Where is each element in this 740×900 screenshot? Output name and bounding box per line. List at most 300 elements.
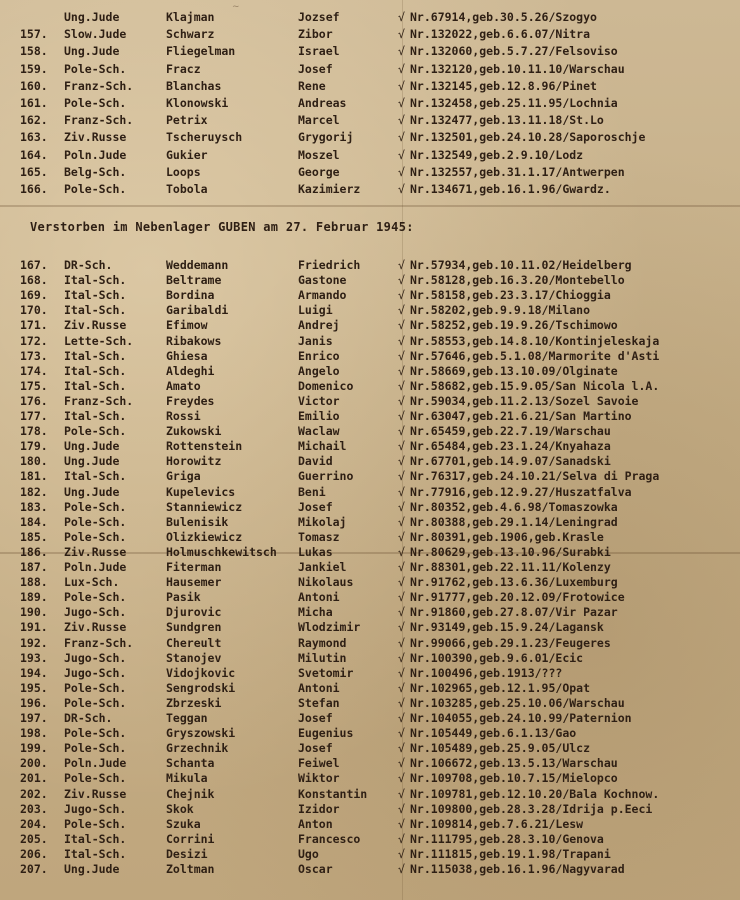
given-name: Ugo	[298, 846, 319, 861]
prisoner-category: Jugo-Sch.	[64, 801, 127, 816]
check-mark-icon: √	[398, 130, 405, 145]
prisoner-category: Ziv.Russe	[64, 318, 127, 333]
prisoner-record: Nr.65459,geb.22.7.19/Warschau	[410, 424, 611, 439]
given-name: Friedrich	[298, 258, 361, 272]
check-mark-icon: √	[398, 605, 405, 620]
check-mark-icon: √	[398, 10, 405, 24]
prisoner-category: Ziv.Russe	[64, 130, 127, 145]
prisoner-category: Ziv.Russe	[64, 786, 127, 801]
check-mark-icon: √	[398, 726, 405, 741]
surname: Blanchas	[166, 78, 222, 93]
check-mark-icon: √	[398, 454, 405, 469]
given-name: Lukas	[298, 544, 333, 559]
prisoner-category: Pole-Sch.	[64, 61, 127, 76]
prisoner-category: Pole-Sch.	[64, 96, 127, 110]
given-name: Francesco	[298, 831, 361, 846]
check-mark-icon: √	[398, 182, 405, 196]
check-mark-icon: √	[398, 318, 405, 333]
surname: Desizi	[166, 846, 208, 861]
surname: Gryszowski	[166, 726, 236, 741]
check-mark-icon: √	[398, 348, 405, 363]
prisoner-category: Ung.Jude	[64, 439, 120, 454]
record-row	[0, 128, 740, 146]
record-number: 165.	[20, 164, 48, 179]
given-name: Jozsef	[298, 10, 340, 24]
surname: Kupelevics	[166, 484, 236, 499]
prisoner-category: Pole-Sch.	[64, 529, 127, 544]
surname: Tscheruysch	[166, 130, 243, 145]
check-mark-icon: √	[398, 393, 405, 408]
surname: Hausemer	[166, 575, 222, 590]
surname: Griga	[166, 469, 201, 484]
record-number: 161.	[20, 96, 48, 110]
check-mark-icon: √	[398, 303, 405, 318]
record-number: 204.	[20, 816, 48, 831]
record-number: 196.	[20, 695, 48, 710]
given-name: Antoni	[298, 680, 340, 695]
given-name: Svetomir	[298, 665, 354, 680]
given-name: Beni	[298, 484, 326, 499]
prisoner-record: Nr.102965,geb.12.1.95/Opat	[410, 680, 591, 695]
prisoner-record: Nr.80388,geb.29.1.14/Leningrad	[410, 514, 618, 529]
prisoner-category: Ital-Sch.	[64, 378, 127, 393]
check-mark-icon: √	[398, 469, 405, 484]
prisoner-category: Belg-Sch.	[64, 164, 127, 179]
check-mark-icon: √	[398, 273, 405, 288]
given-name: Izidor	[298, 801, 340, 816]
prisoner-record: Nr.115038,geb.16.1.96/Nagyvarad	[410, 862, 625, 876]
prisoner-category: Franz-Sch.	[64, 113, 134, 128]
prisoner-category: Pole-Sch.	[64, 514, 127, 529]
surname: Vidojkovic	[166, 665, 236, 680]
prisoner-record: Nr.109814,geb.7.6.21/Lesw	[410, 816, 584, 831]
record-number: 184.	[20, 514, 48, 529]
surname: Zukowski	[166, 424, 222, 439]
surname: Fracz	[166, 61, 201, 76]
prisoner-category: Lux-Sch.	[64, 575, 120, 590]
check-mark-icon: √	[398, 439, 405, 454]
surname: Stanojev	[166, 650, 222, 665]
surname: Bulenisik	[166, 514, 229, 529]
surname: Djurovic	[166, 605, 222, 620]
given-name: Konstantin	[298, 786, 368, 801]
check-mark-icon: √	[398, 378, 405, 393]
given-name: Josef	[298, 741, 333, 756]
check-mark-icon: √	[398, 27, 405, 42]
given-name: Anton	[298, 816, 333, 831]
record-row	[0, 180, 740, 198]
record-row	[0, 42, 740, 60]
check-mark-icon: √	[398, 665, 405, 680]
prisoner-record: Nr.58128,geb.16.3.20/Montebello	[410, 273, 625, 288]
prisoner-category: Ital-Sch.	[64, 409, 127, 423]
prisoner-record: Nr.59034,geb.11.2.13/Sozel Savoie	[410, 393, 639, 408]
given-name: Marcel	[298, 113, 340, 128]
prisoner-category: Slow.Jude	[64, 27, 127, 42]
check-mark-icon: √	[398, 756, 405, 771]
record-number: 205.	[20, 831, 48, 846]
surname: Schanta	[166, 756, 215, 771]
prisoner-record: Nr.76317,geb.24.10.21/Selva di Praga	[410, 469, 660, 484]
prisoner-record: Nr.109708,geb.10.7.15/Mielopco	[410, 771, 618, 786]
record-row	[0, 94, 740, 112]
record-number: 170.	[20, 303, 48, 318]
given-name: Eugenius	[298, 726, 354, 741]
record-row	[0, 77, 740, 95]
given-name: Enrico	[298, 348, 340, 363]
check-mark-icon: √	[398, 801, 405, 816]
record-number: 158.	[20, 44, 48, 59]
prisoner-category: Pole-Sch.	[64, 182, 127, 196]
surname: Tobola	[166, 182, 208, 196]
surname: Ghiesa	[166, 348, 208, 363]
surname: Stanniewicz	[166, 499, 243, 514]
prisoner-record: Nr.100390,geb.9.6.01/Ecic	[410, 650, 584, 665]
prisoner-category: Jugo-Sch.	[64, 605, 127, 620]
check-mark-icon: √	[398, 424, 405, 439]
given-name: Jankiel	[298, 560, 347, 574]
record-number: 178.	[20, 424, 48, 439]
surname: Klajman	[166, 10, 215, 24]
prisoner-record: Nr.91762,geb.13.6.36/Luxemburg	[410, 575, 618, 590]
given-name: Victor	[298, 393, 340, 408]
prisoner-category: Pole-Sch.	[64, 680, 127, 695]
prisoner-record: Nr.134671,geb.16.1.96/Gwardz.	[410, 182, 611, 196]
prisoner-category: Jugo-Sch.	[64, 650, 127, 665]
prisoner-category: Franz-Sch.	[64, 635, 134, 650]
surname: Corrini	[166, 831, 215, 846]
record-number: 180.	[20, 454, 48, 469]
record-number: 177.	[20, 409, 48, 423]
prisoner-category: Ital-Sch.	[64, 273, 127, 288]
prisoner-record: Nr.132145,geb.12.8.96/Pinet	[410, 78, 597, 93]
given-name: Janis	[298, 333, 333, 348]
record-number: 157.	[20, 27, 48, 42]
given-name: George	[298, 164, 340, 179]
record-number: 200.	[20, 756, 48, 771]
prisoner-category: Pole-Sch.	[64, 741, 127, 756]
record-number: 207.	[20, 862, 48, 876]
prisoner-record: Nr.88301,geb.22.11.11/Kolenzy	[410, 560, 611, 574]
record-number: 186.	[20, 544, 48, 559]
given-name: Armando	[298, 288, 347, 303]
record-row	[0, 146, 740, 164]
check-mark-icon: √	[398, 164, 405, 179]
given-name: Josef	[298, 61, 333, 76]
record-number: 168.	[20, 273, 48, 288]
surname: Efimow	[166, 318, 208, 333]
check-mark-icon: √	[398, 288, 405, 303]
prisoner-record: Nr.132501,geb.24.10.28/Saporoschje	[410, 130, 646, 145]
prisoner-category: Ung.Jude	[64, 44, 120, 59]
surname: Fiterman	[166, 560, 222, 574]
record-number: 163.	[20, 130, 48, 145]
given-name: Nikolaus	[298, 575, 354, 590]
prisoner-category: Ital-Sch.	[64, 831, 127, 846]
check-mark-icon: √	[398, 816, 405, 831]
record-number: 182.	[20, 484, 48, 499]
surname: Petrix	[166, 113, 208, 128]
prisoner-record: Nr.93149,geb.15.9.24/Lagansk	[410, 620, 604, 635]
check-mark-icon: √	[398, 258, 405, 272]
surname: Garibaldi	[166, 303, 229, 318]
check-mark-icon: √	[398, 650, 405, 665]
record-row	[0, 60, 740, 78]
given-name: Wlodzimir	[298, 620, 361, 635]
given-name: Rene	[298, 78, 326, 93]
surname: Horowitz	[166, 454, 222, 469]
prisoner-record: Nr.58669,geb.13.10.09/Olginate	[410, 363, 618, 378]
surname: Mikula	[166, 771, 208, 786]
given-name: David	[298, 454, 333, 469]
surname: Fliegelman	[166, 44, 236, 59]
prisoner-record: Nr.58202,geb.9.9.18/Milano	[410, 303, 591, 318]
surname: Gukier	[166, 147, 208, 162]
record-number: 187.	[20, 560, 48, 574]
check-mark-icon: √	[398, 529, 405, 544]
prisoner-record: Nr.67914,geb.30.5.26/Szogyo	[410, 10, 597, 24]
prisoner-category: Ital-Sch.	[64, 303, 127, 318]
record-number: 183.	[20, 499, 48, 514]
surname: Loops	[166, 164, 201, 179]
given-name: Zibor	[298, 27, 333, 42]
check-mark-icon: √	[398, 409, 405, 423]
surname: Beltrame	[166, 273, 222, 288]
surname: Sundgren	[166, 620, 222, 635]
record-row	[0, 111, 740, 129]
record-row	[0, 8, 740, 26]
record-number: 201.	[20, 771, 48, 786]
given-name: Waclaw	[298, 424, 340, 439]
record-number: 179.	[20, 439, 48, 454]
prisoner-record: Nr.111815,geb.19.1.98/Trapani	[410, 846, 611, 861]
prisoner-record: Nr.80391,geb.1906,geb.Krasle	[410, 529, 604, 544]
record-number: 162.	[20, 113, 48, 128]
given-name: Raymond	[298, 635, 347, 650]
prisoner-category: Pole-Sch.	[64, 726, 127, 741]
record-number: 203.	[20, 801, 48, 816]
prisoner-record: Nr.105489,geb.25.9.05/Ulcz	[410, 741, 591, 756]
surname: Zoltman	[166, 862, 215, 876]
given-name: Grygorij	[298, 130, 354, 145]
prisoner-record: Nr.99066,geb.29.1.23/Feugeres	[410, 635, 611, 650]
surname: Pasik	[166, 590, 201, 605]
given-name: Oscar	[298, 862, 333, 876]
prisoner-record: Nr.65484,geb.23.1.24/Knyahaza	[410, 439, 611, 454]
section-heading: Verstorben im Nebenlager GUBEN am 27. Februar 1945:	[30, 220, 414, 234]
check-mark-icon: √	[398, 78, 405, 93]
prisoner-record: Nr.106672,geb.13.5.13/Warschau	[410, 756, 618, 771]
check-mark-icon: √	[398, 695, 405, 710]
record-number: 190.	[20, 605, 48, 620]
surname: Holmuschkewitsch	[166, 544, 277, 559]
prisoner-category: Pole-Sch.	[64, 695, 127, 710]
record-number: 185.	[20, 529, 48, 544]
record-number: 199.	[20, 741, 48, 756]
prisoner-category: Franz-Sch.	[64, 78, 134, 93]
check-mark-icon: √	[398, 831, 405, 846]
surname: Teggan	[166, 711, 208, 725]
record-number: 191.	[20, 620, 48, 635]
given-name: Moszel	[298, 147, 340, 162]
surname: Schwarz	[166, 27, 215, 42]
given-name: Domenico	[298, 378, 354, 393]
prisoner-category: Ital-Sch.	[64, 363, 127, 378]
prisoner-record: Nr.132557,geb.31.1.17/Antwerpen	[410, 164, 625, 179]
prisoner-record: Nr.132549,geb.2.9.10/Lodz	[410, 147, 584, 162]
record-number: 206.	[20, 846, 48, 861]
record-number: 172.	[20, 333, 48, 348]
given-name: Antoni	[298, 590, 340, 605]
given-name: Micha	[298, 605, 333, 620]
record-number: 188.	[20, 575, 48, 590]
check-mark-icon: √	[398, 846, 405, 861]
surname: Grzechnik	[166, 741, 229, 756]
prisoner-category: Ung.Jude	[64, 862, 120, 876]
prisoner-category: Poln.Jude	[64, 560, 127, 574]
surname: Szuka	[166, 816, 201, 831]
given-name: Andreas	[298, 96, 347, 110]
check-mark-icon: √	[398, 786, 405, 801]
surname: Ribakows	[166, 333, 222, 348]
check-mark-icon: √	[398, 333, 405, 348]
check-mark-icon: √	[398, 741, 405, 756]
surname: Rossi	[166, 409, 201, 423]
prisoner-record: Nr.132060,geb.5.7.27/Felsoviso	[410, 44, 618, 59]
prisoner-record: Nr.57934,geb.10.11.02/Heidelberg	[410, 258, 632, 272]
record-number: 171.	[20, 318, 48, 333]
prisoner-category: Pole-Sch.	[64, 590, 127, 605]
surname: Sengrodski	[166, 680, 236, 695]
check-mark-icon: √	[398, 635, 405, 650]
record-row	[0, 860, 740, 878]
surname: Chereult	[166, 635, 222, 650]
prisoner-record: Nr.77916,geb.12.9.27/Huszatfalva	[410, 484, 632, 499]
surname: Amato	[166, 378, 201, 393]
record-number: 198.	[20, 726, 48, 741]
surname: Chejnik	[166, 786, 215, 801]
prisoner-record: Nr.111795,geb.28.3.10/Genova	[410, 831, 604, 846]
prisoner-record: Nr.132458,geb.25.11.95/Lochnia	[410, 96, 618, 110]
check-mark-icon: √	[398, 113, 405, 128]
given-name: Luigi	[298, 303, 333, 318]
check-mark-icon: √	[398, 44, 405, 59]
prisoner-category: Ung.Jude	[64, 484, 120, 499]
surname: Freydes	[166, 393, 215, 408]
record-number: 193.	[20, 650, 48, 665]
prisoner-category: Pole-Sch.	[64, 816, 127, 831]
given-name: Feiwel	[298, 756, 340, 771]
given-name: Josef	[298, 711, 333, 725]
prisoner-record: Nr.103285,geb.25.10.06/Warschau	[410, 695, 625, 710]
check-mark-icon: √	[398, 363, 405, 378]
prisoner-category: Poln.Jude	[64, 756, 127, 771]
record-number: 189.	[20, 590, 48, 605]
prisoner-record: Nr.132022,geb.6.6.07/Nitra	[410, 27, 591, 42]
given-name: Guerrino	[298, 469, 354, 484]
check-mark-icon: √	[398, 862, 405, 876]
check-mark-icon: √	[398, 590, 405, 605]
prisoner-category: Pole-Sch.	[64, 424, 127, 439]
record-number: 173.	[20, 348, 48, 363]
prisoner-record: Nr.57646,geb.5.1.08/Marmorite d'Asti	[410, 348, 660, 363]
check-mark-icon: √	[398, 575, 405, 590]
prisoner-record: Nr.109800,geb.28.3.28/Idrija p.Eeci	[410, 801, 653, 816]
prisoner-category: Pole-Sch.	[64, 771, 127, 786]
prisoner-category: Ung.Jude	[64, 10, 120, 24]
prisoner-record: Nr.58252,geb.19.9.26/Tschimowo	[410, 318, 618, 333]
prisoner-record: Nr.132477,geb.13.11.18/St.Lo	[410, 113, 604, 128]
surname: Zbrzeski	[166, 695, 222, 710]
prisoner-record: Nr.63047,geb.21.6.21/San Martino	[410, 409, 632, 423]
record-number: 192.	[20, 635, 48, 650]
handwritten-mark: ~	[232, 2, 240, 12]
record-number: 169.	[20, 288, 48, 303]
check-mark-icon: √	[398, 499, 405, 514]
record-number: 175.	[20, 378, 48, 393]
surname: Rottenstein	[166, 439, 243, 454]
prisoner-record: Nr.80352,geb.4.6.98/Tomaszowka	[410, 499, 618, 514]
given-name: Angelo	[298, 363, 340, 378]
prisoner-record: Nr.80629,geb.13.10.96/Surabki	[410, 544, 611, 559]
prisoner-category: Ziv.Russe	[64, 620, 127, 635]
given-name: Wiktor	[298, 771, 340, 786]
prisoner-category: Jugo-Sch.	[64, 665, 127, 680]
given-name: Josef	[298, 499, 333, 514]
given-name: Emilio	[298, 409, 340, 423]
given-name: Stefan	[298, 695, 340, 710]
given-name: Milutin	[298, 650, 347, 665]
record-number: 160.	[20, 78, 48, 93]
check-mark-icon: √	[398, 771, 405, 786]
prisoner-category: Ziv.Russe	[64, 544, 127, 559]
paper-fold	[0, 205, 740, 207]
check-mark-icon: √	[398, 620, 405, 635]
prisoner-record: Nr.105449,geb.6.1.13/Gao	[410, 726, 577, 741]
given-name: Israel	[298, 44, 340, 59]
check-mark-icon: √	[398, 680, 405, 695]
prisoner-record: Nr.109781,geb.12.10.20/Bala Kochnow.	[410, 786, 660, 801]
prisoner-record: Nr.100496,geb.1913/???	[410, 665, 563, 680]
surname: Bordina	[166, 288, 215, 303]
record-number: 181.	[20, 469, 48, 484]
record-number: 167.	[20, 258, 48, 272]
prisoner-category: Ital-Sch.	[64, 846, 127, 861]
prisoner-category: Franz-Sch.	[64, 393, 134, 408]
prisoner-record: Nr.132120,geb.10.11.10/Warschau	[410, 61, 625, 76]
prisoner-record: Nr.58553,geb.14.8.10/Kontinjeleskaja	[410, 333, 660, 348]
given-name: Michail	[298, 439, 347, 454]
record-number: 159.	[20, 61, 48, 76]
check-mark-icon: √	[398, 560, 405, 574]
record-number: 195.	[20, 680, 48, 695]
record-number: 174.	[20, 363, 48, 378]
surname: Aldeghi	[166, 363, 215, 378]
check-mark-icon: √	[398, 711, 405, 725]
record-number: 164.	[20, 147, 48, 162]
record-number: 202.	[20, 786, 48, 801]
surname: Olizkiewicz	[166, 529, 243, 544]
record-number: 194.	[20, 665, 48, 680]
check-mark-icon: √	[398, 484, 405, 499]
prisoner-record: Nr.58682,geb.15.9.05/San Nicola l.A.	[410, 378, 660, 393]
prisoner-category: Ital-Sch.	[64, 348, 127, 363]
check-mark-icon: √	[398, 147, 405, 162]
given-name: Gastone	[298, 273, 347, 288]
prisoner-category: DR-Sch.	[64, 258, 113, 272]
surname: Klonowski	[166, 96, 229, 110]
prisoner-record: Nr.91860,geb.27.8.07/Vir Pazar	[410, 605, 618, 620]
